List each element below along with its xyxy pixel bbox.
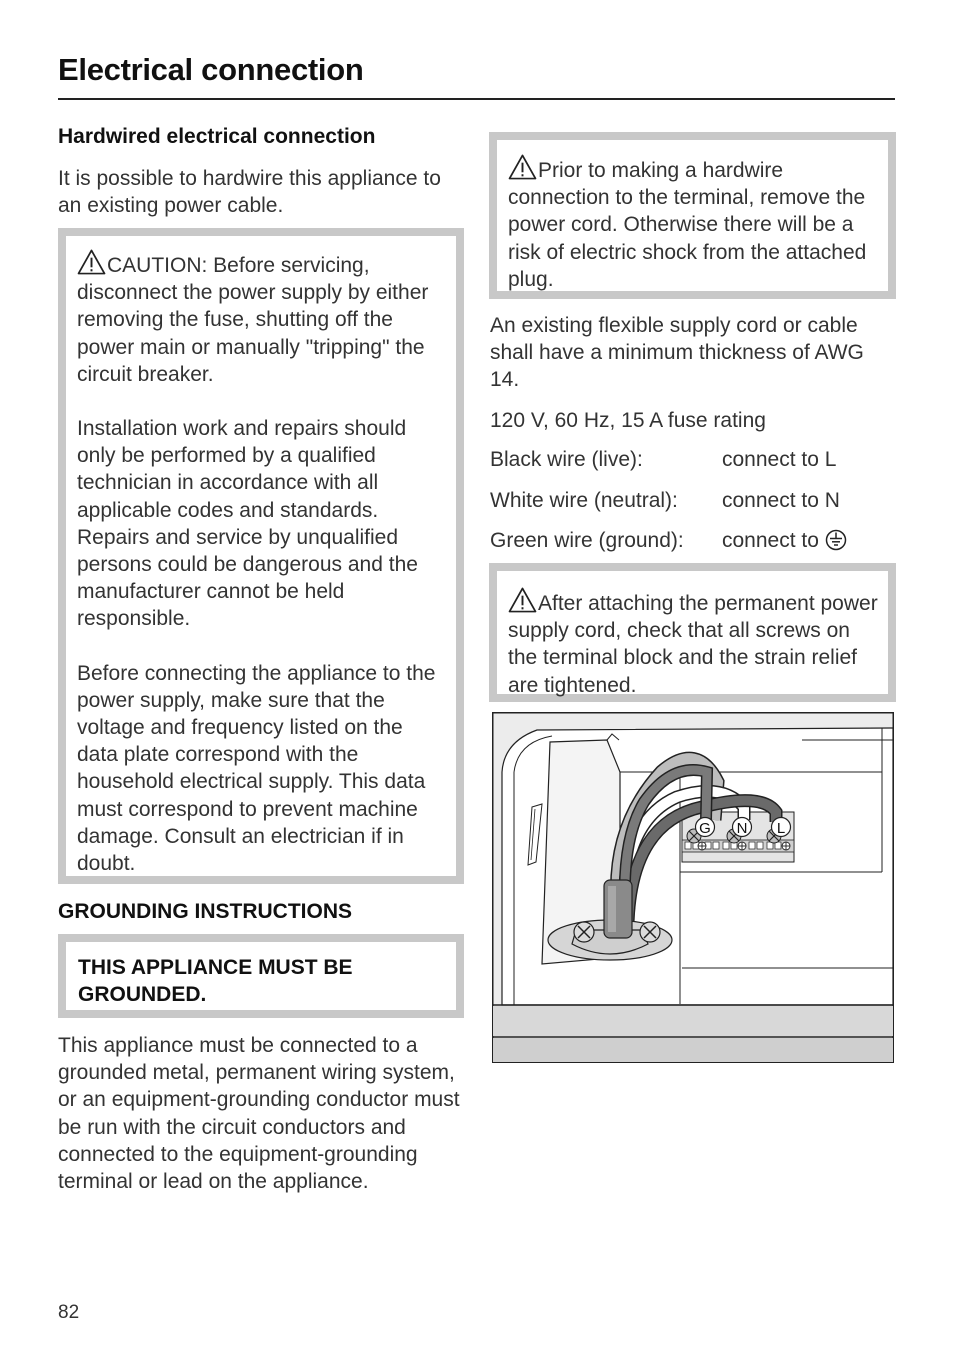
terminal-label-g bbox=[696, 818, 715, 838]
warning-triangle-icon bbox=[77, 249, 106, 275]
wire-row-green: Green wire (ground): connect to bbox=[490, 529, 684, 553]
wire-row-white: White wire (neutral): connect to N bbox=[490, 489, 840, 512]
fuse-rating: 120 V, 60 Hz, 15 A fuse rating bbox=[490, 409, 766, 432]
grounding-text: This appliance must be connected to a grounded metal, permanent wiring system, or an equipment-grounding conductor must be run with the circuit conductors and connected to the equipment-grounding terminal or lead on the appliance. bbox=[58, 1034, 460, 1194]
warning-box-1 bbox=[489, 132, 896, 299]
terminal-label-l bbox=[772, 818, 791, 838]
warning-text-1: Prior to making a hardwire connection to the terminal, remove the power cord. Otherwise there will be a risk of electric shock from the attached plug. bbox=[508, 154, 880, 293]
terminal-label-n bbox=[733, 818, 752, 838]
caution-paragraph-2: Installation work and repairs should only be performed by a qualified technician in accordance with all applicable codes and standards. Repairs and service by unqualified persons could be dangerous and the manufacturer cannot be held responsible. bbox=[77, 417, 418, 631]
caution-paragraph-3: Before connecting the appliance to the power supply, make sure that the voltage and frequency listed on the data plate correspond with the household electrical supply. This data must correspond to prevent machine damage. Consult an electrician if in doubt. bbox=[77, 661, 436, 876]
warning-text-2: After attaching the permanent power supply cord, check that all screws on the terminal block and the strain relief are tightened. bbox=[508, 587, 880, 699]
warning-triangle-icon bbox=[508, 587, 537, 613]
caution-box bbox=[58, 228, 464, 884]
wire-row-black: Black wire (live): connect to L bbox=[490, 448, 837, 471]
svg-text:L: L bbox=[776, 820, 786, 837]
caution-paragraph-1: CAUTION: Before servicing, disconnect the power supply by either removing the fuse, shutting off the power main or manually "tripping" the circuit breaker. bbox=[77, 249, 446, 388]
grounded-box bbox=[58, 934, 464, 1018]
ground-symbol-icon bbox=[825, 529, 847, 551]
svg-text:N: N bbox=[736, 820, 748, 837]
hardwired-intro: It is possible to hardwire this appliance to an existing power cable. bbox=[58, 167, 441, 218]
warning-box-2 bbox=[489, 563, 896, 702]
cord-thickness-text: An existing flexible supply cord or cable shall have a minimum thickness of AWG 14. bbox=[490, 314, 864, 392]
warning-triangle-icon bbox=[508, 154, 537, 180]
terminal-block-illustration bbox=[492, 712, 894, 1063]
page-number: 82 bbox=[58, 1302, 80, 1323]
grounding-heading: GROUNDING INSTRUCTIONS bbox=[58, 900, 352, 923]
hardwired-heading: Hardwired electrical connection bbox=[58, 125, 376, 148]
page-title: Electrical connection bbox=[58, 52, 364, 87]
title-rule bbox=[58, 98, 895, 100]
svg-text:G: G bbox=[699, 820, 711, 837]
grounded-statement: THIS APPLIANCE MUST BE GROUNDED. bbox=[78, 956, 353, 1007]
